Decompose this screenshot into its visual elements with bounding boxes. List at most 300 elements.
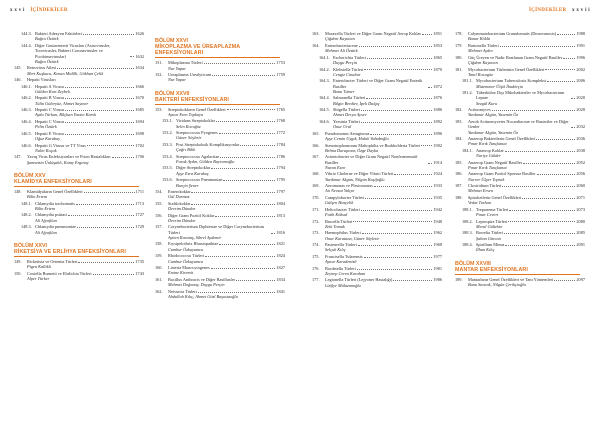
entry-body [35,201,144,212]
page-ref: 1988 [576,31,585,37]
entry-body [325,143,442,154]
chapter-number: 170. [312,194,320,200]
dot-leader [359,46,433,47]
section-rule [155,104,280,105]
chapter-title: Stafilokoklar [168,200,191,206]
page-ref: 1706 [135,154,144,160]
page-ref: 1824 [276,253,285,259]
entry-body [168,189,285,200]
chapter-authors: Belma Durupınar, Özge Dayka [325,147,379,153]
page-ref: 1948 [433,218,442,224]
dot-leader [198,292,275,293]
page-ref: 1816 [276,229,285,235]
dot-leader [421,145,432,146]
chapter-number: 174. [312,242,320,248]
toc-entry [155,277,285,288]
chapter-title: Spirillum Minus [476,242,505,248]
entry-body [35,143,144,154]
page-ref: 1765 [276,106,285,112]
toc-entry [312,254,442,265]
chapter-number: 188.1. [462,206,473,212]
dot-leader [112,157,135,158]
dot-leader [223,180,275,181]
entry-body [27,189,144,200]
chapter-title: Hepatit C Virusu [35,118,65,124]
dot-leader [505,151,576,152]
entry-body [168,289,285,300]
chapter-title: Bartonella Türleri [468,42,499,48]
chapter-number: 180. [455,54,463,60]
chapter-authors: Ali Afyafilan [35,229,57,235]
chapter-title: Rhodococcus Türleri [168,253,205,259]
entry-body [325,219,442,230]
chapter-title: Salmonella Türleri [333,95,366,101]
dot-leader [361,122,432,123]
page-ref: 2052 [576,159,585,165]
entry-body [325,154,442,170]
chapter-title: Viridans Streptokoklar [176,118,216,124]
entry-body [476,90,585,106]
chapter-title: Streptokokların Genel Özellikleri [168,106,226,112]
chapter-number: 164. [312,42,320,48]
dot-leader [68,215,134,216]
page-ref: 1870 [433,66,442,72]
entry-line [27,77,144,82]
dot-leader [557,34,575,35]
entry-body [27,154,144,165]
entry-body [476,219,585,230]
chapter-authors: Gülşen Hasçelik [325,200,354,206]
chapter-title: Klamidyaların Genel Özellikleri [27,188,83,194]
chapter-authors: Pelin Öztürk [35,124,57,130]
toc-entry [155,213,285,224]
section-title: RİKETSİYA VE ERLİHYA ENFEKSİYONLARI [14,248,126,255]
entry-body [35,84,144,95]
chapter-title: Anaerop Gram Pozitif Sporsuz Basiller [468,171,536,177]
chapter-title: Tüberküloz Dışı Mikobakteriler ve Mycobacterium Leprae [476,90,565,101]
entry-body [35,131,144,142]
entry-body [325,43,442,54]
section-heading [14,243,144,257]
chapter-title: Erysipelothrix Rhusiopathiae [168,241,219,247]
chapter-title: Calymmatobacterium Granulomatis (Donovanosis) [468,31,557,37]
toc-entry [155,72,285,83]
right-page [300,0,600,423]
toc-entry [312,219,442,230]
chapter-title: Streptococcus Pyogenes [176,130,218,136]
dot-leader [361,110,432,111]
page-ref: 1795 [276,177,285,183]
dot-leader [216,121,275,122]
chapter-authors: Ahmet Derya Aysev [333,112,367,118]
chapter-title: Klebsiella Türleri [333,66,364,72]
chapter-authors: Cumhur Özkuyumcu [168,258,204,264]
chapter-number: 146.2. [21,95,32,101]
chapter-number: 144.3. [21,31,32,37]
chapter-authors: Onur Karatuna, Güner Söyletir [325,235,380,241]
toc-subentry [455,78,585,89]
toc-subentry [14,201,144,212]
chapter-number: 181.2. [462,90,473,96]
toc-subentry [155,118,285,129]
toc-entry [312,43,442,54]
page-ref: 1784 [276,141,285,147]
dot-leader [78,262,134,263]
page-ref: 1804 [276,200,285,206]
toc-subentry [312,107,442,118]
dot-leader [65,87,135,88]
chapter-number: 162. [155,288,163,294]
chapter-title: Ureaplasma Urealyticum [168,71,212,77]
chapter-title: Streptococcus Pneumoniae [176,177,223,183]
chapter-number: 153.4. [162,153,173,159]
entry-body [176,142,285,153]
entry-body [35,224,144,235]
chapter-authors: Devrim Dündar [168,206,196,212]
entry-body [468,55,585,66]
section-heading [14,173,144,187]
toc-entry [455,195,585,206]
chapter-authors: Ayşe Esra Karakoç [176,170,209,176]
toc-entry [312,154,442,170]
page-ref: 2080 [576,218,585,224]
chapter-authors: Sezgül Kuru [476,100,498,106]
chapter-authors: Şamsettin Ünlüşahlı, Komy Erginay [27,159,89,165]
chapter-authors: Aynur Karadenizli [325,259,357,265]
page-ref: 2073 [576,206,585,212]
chapter-title: Clostridium Türleri [468,183,502,189]
chapter-authors: Mehmet Aydın [468,48,493,54]
chapter-number: 183. [455,118,463,124]
dot-leader [358,245,433,246]
chapter-title: Corynebacterium Diphteriae ve Diğer Corynebacterium Türleri [168,224,264,235]
entry-body [476,230,585,241]
chapter-number: 185. [455,159,463,165]
toc-entry [312,131,442,142]
page-ref: 1794 [276,165,285,171]
page-ref: 1727 [135,212,144,218]
chapter-number: 148.2. [21,212,32,218]
chapter-authors: Aynur Eren Topkaya [168,111,204,117]
toc-subentry [14,224,144,235]
toc-entry [155,265,285,276]
chapter-title: Yavaş Virus Enfeksiyonları ve Prion Hastalıkları [27,154,111,160]
page-ref: 1853 [433,42,442,48]
entry-body [325,230,442,241]
chapter-title: Enterokoklar [168,189,191,195]
page-ref: 2085 [576,230,585,236]
entry-body [468,160,585,171]
chapter-number: 187. [455,183,463,189]
toc-subentry [312,95,442,106]
entry-body [468,119,585,135]
dot-leader [362,233,433,234]
entry-body [325,266,442,277]
chapter-authors: Banu Sancak, Nilgün Çerikçioğlu [468,281,526,287]
entry-body [468,67,585,78]
chapter-title: Chlamydia pneumoniae [35,224,76,230]
page-ref: 1670 [135,95,144,101]
entry-line [468,119,585,130]
chapter-number: 164.4. [319,95,330,101]
chapter-authors: Mehmet Doğanay, Duygu Perçin [168,282,225,288]
entry-body [333,95,442,106]
dot-leader [422,34,432,35]
chapter-authors: Nuriye Gülder [476,153,501,159]
chapter-title: Actinomyces [468,107,491,113]
toc-entry [14,154,144,165]
chapter-authors: Duygu Perçin [333,60,357,66]
chapter-authors: Abdullah Kılıç, Ahmet Gözl Başustaoğlu [168,293,238,299]
toc-entry [455,107,585,118]
toc-entry [455,160,585,171]
chapter-title: Hepatit C Virusu [35,107,65,113]
chapter-number: 188.2. [462,218,473,224]
chapter-number: 177. [312,277,320,283]
page-ref: 1813 [276,212,285,218]
section-number: BÖLÜM XXV [14,172,46,179]
toc-entry [312,207,442,218]
chapter-number: 165. [312,130,320,136]
chapter-number: 181.1. [462,78,473,84]
chapter-title: Stenotrophomonas Maltophilia ve Burkholderia Türleri [325,142,421,148]
chapter-authors: Banur Köklü [468,36,491,42]
chapter-title: Aeromonas ve Plesiomonas [325,183,373,189]
chapter-number: 188.3. [462,230,473,236]
dot-leader [554,280,575,281]
chapter-title: Helicobacter Türleri [325,206,360,212]
entry-body [35,31,144,42]
entry-body [468,171,585,182]
toc-entry [312,277,442,288]
chapter-number: 164.1. [319,54,330,60]
dot-leader [492,110,576,111]
chapter-authors: Şaban Gürcan [476,235,501,241]
chapter-authors: Zeki Tomak [325,223,345,229]
chapter-authors: Burçin Şener [176,182,199,188]
page-ref: 1626 [135,31,144,37]
chapter-number: 189. [455,276,463,282]
chapter-authors: Devrim Dündar [168,217,196,223]
chapter-number: 169. [312,183,320,189]
chapter-number: 175. [312,253,320,259]
dot-leader [87,145,135,146]
dot-leader [500,46,576,47]
chapter-authors: Cengiz Cinaltar [333,71,361,77]
chapter-authors: Pigen Kallıkli [27,264,51,270]
dot-leader [505,245,575,246]
chapter-title: Anaerop Bakterilerin Genel Özellikleri [468,136,536,142]
chapter-number: 153.5. [162,165,173,171]
chapter-authors: Çiğdem Kayacan [468,60,498,66]
page-ref: 2091 [576,242,585,248]
chapter-number: 153. [155,106,163,112]
chapter-number: 146.6. [21,142,32,148]
chapter-title: Anaerop Koklar [476,147,504,153]
chapter-authors: Yurdanur Akgün, Nilgün Kaşifoğlu [325,176,385,182]
chapter-number: 166. [312,142,320,148]
dot-leader [547,81,575,82]
toc-entry [155,107,285,118]
chapter-title: Post Streptokoksik Komplikasyonlar [176,141,240,147]
chapter-authors: Mehmet Ali Öztürk [325,48,358,54]
chapter-number: 146.5. [21,130,32,136]
dot-leader [65,98,134,99]
chapter-number: 146.1. [21,83,32,89]
toc-column [14,30,144,281]
page-ref: 2056 [576,171,585,177]
entry-body [27,65,144,76]
chapter-title: Borrelia Türleri [476,230,504,236]
section-number: BÖLÜM XXVII [155,90,190,97]
section-title: KLAMİDYA ENFEKSİYONLARI [14,178,92,185]
chapter-title: Listeria Monocytogenes [168,265,210,271]
toc-subentry [14,43,144,64]
chapter-number: 146.4. [21,118,32,124]
section-heading [155,38,285,58]
entry-body [27,77,144,82]
chapter-authors: Bilin Ertem [27,194,47,200]
page-ref: 1876 [433,95,442,101]
entry-body [168,241,285,252]
chapter-number: 173. [312,230,320,236]
page-ref: 2028 [576,107,585,113]
toc-entry [14,77,144,82]
chapter-title: Anaerop Gram Negatif Basiller [468,159,523,165]
page-ref: 2032 [576,124,585,130]
dot-leader [428,163,432,164]
chapter-authors: Zeynep Ceren Karahan [325,270,366,276]
chapter-number: 178. [455,31,463,37]
toc-entry [14,65,144,76]
chapter-title: Campylobacter Türleri [325,194,365,200]
chapter-authors: Nalin Koçak [35,147,57,153]
dot-leader [65,134,135,135]
chapter-authors: Pınar Cevert [476,212,499,218]
page-ref: 2036 [576,136,585,142]
chapter-title: Chlamydia trachomatis [35,200,75,206]
chapter-authors: Pınar Kırık Tunçkanat [468,141,507,147]
dot-leader [357,269,433,270]
dot-leader [394,174,432,175]
page-ref: 1935 [433,194,442,200]
toc-subentry [455,230,585,241]
toc-entry [455,31,585,42]
chapter-title: Hepatit Virusları [27,77,56,83]
chapter-title: Mikoplazma Türleri [168,60,203,66]
entry-body [176,130,285,141]
chapter-authors: Bilgin Berdiev, İpek Dalgıç [333,100,380,106]
chapter-title: Pseudomonas Aeruginosa [325,130,370,136]
entry-body [476,78,585,89]
chapter-authors: Ali Afyafilan [35,217,57,223]
dot-leader [205,256,275,257]
chapter-authors: Mert Kuşkucu, Kenan Midilli, Gökhan Çelik [27,70,104,76]
chapter-number: 164.6. [319,118,330,124]
chapter-authors: Faruk Aydın, Gülden Bayramoğlu [176,159,235,164]
toc-subentry [155,165,285,176]
dot-leader [502,186,575,187]
dot-leader [365,198,432,199]
section-title: MİKOPLAZMA VE ÜREAPLAZMA ENFEKSİYONLARI [155,44,240,57]
chapter-number: 153.1. [162,118,173,124]
dot-leader [374,186,433,187]
chapter-authors: Tanıl Kocagöz [468,71,493,77]
dot-leader [236,280,275,281]
dot-leader [537,174,576,175]
toc-entry [14,259,144,270]
dot-leader [571,127,575,128]
chapter-authors: Vedat Turhan [468,200,491,206]
entry-body [168,265,285,276]
entry-body [168,72,285,83]
chapter-title: Mycobacterium Tuberculosis Kompleksi [476,78,547,84]
toc-entry [14,189,144,200]
dot-leader [227,109,276,110]
toc-subentry [14,212,144,223]
chapter-number: 164.5. [319,107,330,113]
chapter-number: 156. [155,212,163,218]
dot-leader [571,98,575,99]
chapter-title: Spiroketlerin Genel Özellikleri [468,194,522,200]
toc-subentry [155,154,285,165]
dot-leader [509,210,575,211]
page-number: x x v i [10,8,25,13]
toc-entry [312,171,442,182]
dot-leader [240,145,275,146]
dot-leader [191,192,275,193]
dot-leader [353,221,432,222]
toc-entry [455,136,585,147]
toc-subentry [14,31,144,42]
chapter-title: Diğer Gastroenterit Virusları (Astrovirusler, Torovirusler, Bakteri Coronavirusler ve Picobirnaviruslar) [35,42,111,59]
dot-leader [84,192,135,193]
toc-entry [455,171,585,182]
chapter-title: Pasteurella Türleri [325,242,357,248]
entry-body [35,107,144,118]
chapter-number: 182. [455,107,463,113]
entry-body [333,119,442,130]
toc-column [155,30,285,299]
page-ref: 1786 [276,153,285,159]
entry-body [168,277,285,288]
dot-leader [191,204,275,205]
page-ref: 1729 [135,224,144,230]
entry-body [468,183,585,194]
page-ref: 2060 [576,183,585,189]
chapter-authors: Fatih Köksal [325,212,348,218]
section-rule [155,57,280,58]
page-ref: 1865 [433,54,442,60]
page-ref: 1933 [433,183,442,189]
toc-subentry [455,207,585,218]
toc-subentry [14,119,144,130]
toc-entry [455,67,585,78]
toc-subentry [312,55,442,66]
entry-body [168,60,285,71]
toc-subentry [312,119,442,130]
chapter-number: 167. [312,154,320,160]
page-ref: 1981 [433,265,442,271]
chapter-number: 168. [312,171,320,177]
chapter-number: 152. [155,71,163,77]
toc-entry [455,183,585,194]
entry-body [468,277,585,288]
page-ref: 1834 [276,276,285,282]
chapter-number: 158. [155,241,163,247]
chapter-authors: Gülden Kurt Zeybek [35,88,70,94]
chapter-number: 148.3. [21,224,32,230]
